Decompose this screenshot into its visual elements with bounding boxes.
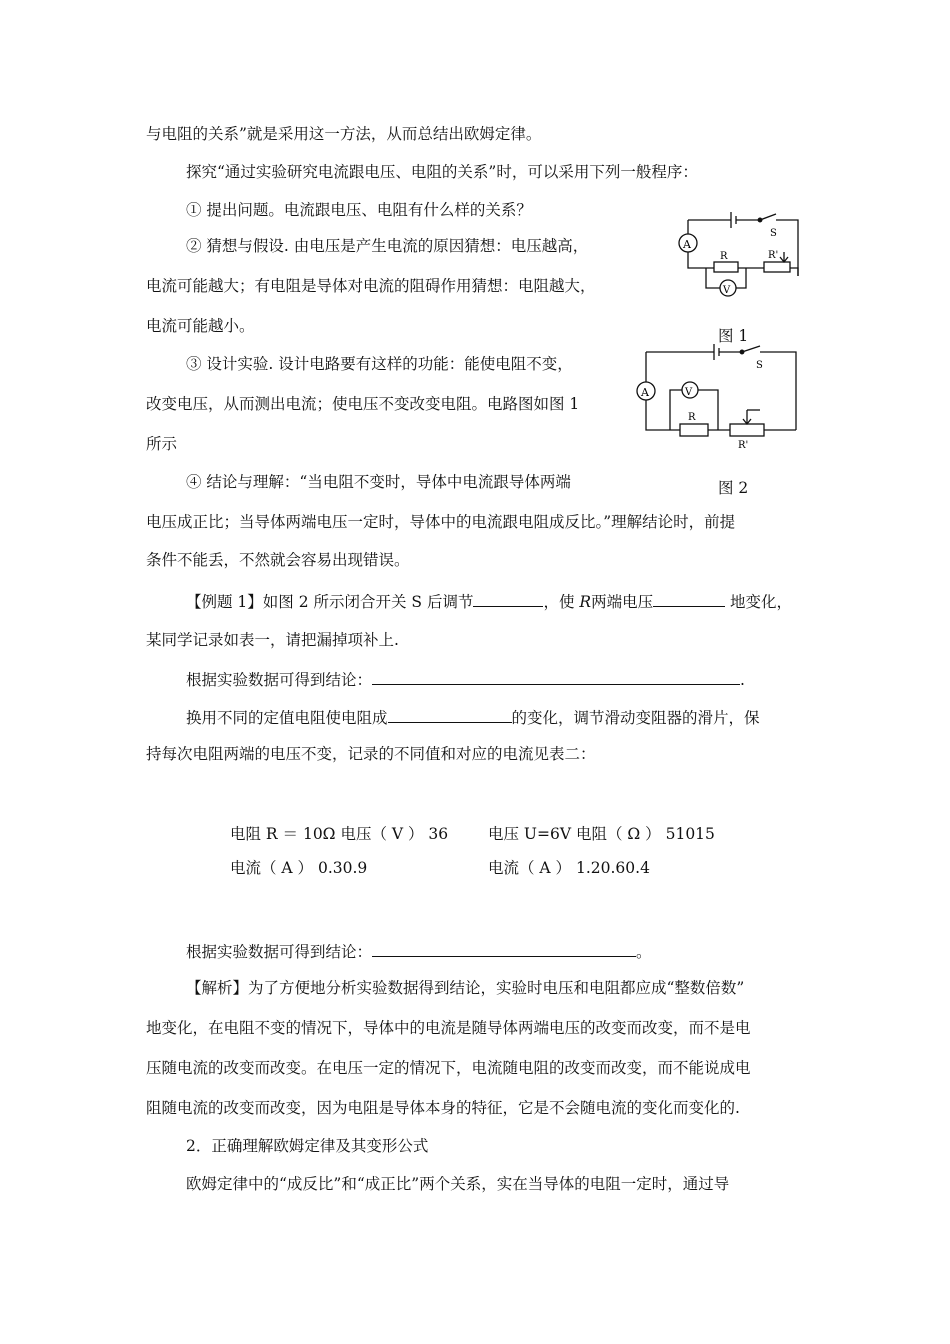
analysis-line-2: 地变化，在电阻不变的情况下，导体中的电流是随导体两端电压的改变而改变，而不是电 — [146, 1019, 751, 1037]
text-line-3: ① 提出问题。电流跟电压、电阻有什么样的关系？ — [186, 201, 532, 219]
conclusion-line-2 — [186, 940, 652, 962]
text-line-10: ④ 结论与理解：“当电阻不变时，导体中电流跟导体两端 — [186, 473, 571, 491]
section-heading: 2．正确理解欧姆定律及其变形公式 — [186, 1137, 429, 1155]
text-line-6: 电流可能越小。 — [146, 317, 255, 335]
figure-1-caption: 图 1 — [718, 327, 749, 345]
example-suffix: 地变化， — [725, 593, 793, 611]
table2-row2: 电流（ A ） 1.20.60.4 — [488, 859, 650, 877]
text-line-2: 探究“通过实验研究电流跟电压、电阻的关系”时，可以采用下列一般程序： — [186, 163, 698, 181]
change-text-1: 换用不同的定值电阻使电阻成 — [186, 709, 388, 727]
answer-blank-3[interactable] — [372, 668, 740, 685]
text-line-12: 条件不能丢，不然就会容易出现错误。 — [146, 551, 410, 569]
change-line-2: 持每次电阻两端的电压不变，记录的不同值和对应的电流见表二： — [146, 745, 596, 763]
figure-2-caption: 图 2 — [718, 479, 749, 497]
text-line-11: 电压成正比；当导体两端电压一定时，导体中的电流跟电阻成反比。”理解结论时，前提 — [146, 513, 736, 531]
conclusion-end-1: . — [740, 671, 745, 689]
text-line-9: 所示 — [146, 435, 178, 453]
fig1-voltmeter-label: V — [723, 285, 731, 296]
example-voltage: 两端电压 — [591, 593, 654, 611]
circuit-figure-2 — [630, 340, 800, 452]
section-text: 欧姆定律中的“成反比”和“成正比”两个关系，实在当导体的电阻一定时，通过导 — [186, 1175, 730, 1193]
circuit-figure-1 — [676, 206, 802, 302]
fig1-resistor-label: R — [720, 251, 728, 262]
table1-row1: 电阻 R ＝ 10Ω 电压（ V ） 36 — [230, 825, 449, 843]
example-prefix: 【例题 1】如图 2 所示闭合开关 S 后调节 — [186, 593, 474, 611]
fig2-resistor-label: R — [688, 412, 696, 423]
example-line-2: 某同学记录如表一，请把漏掉项补上. — [146, 631, 399, 649]
text-line-8: 改变电压，从而测出电流；使电压不变改变电阻。电路图如图 1 — [146, 395, 580, 413]
conclusion-label-1: 根据实验数据可得到结论： — [186, 671, 373, 689]
text-line-1: 与电阻的关系”就是采用这一方法，从而总结出欧姆定律。 — [146, 125, 542, 143]
analysis-line-4: 阻随电流的改变而改变，因为电阻是导体本身的特征，它是不会随电流的变化而变化的. — [146, 1099, 740, 1117]
fig2-ammeter-label: A — [641, 386, 649, 399]
table1-row2: 电流（ A ） 0.30.9 — [230, 859, 368, 877]
fig2-switch-label: S — [756, 360, 763, 371]
answer-blank-1[interactable] — [473, 590, 543, 607]
text-line-7: ③ 设计实验. 设计电路要有这样的功能：能使电阻不变， — [186, 355, 573, 373]
answer-blank-4[interactable] — [388, 706, 512, 723]
text-line-4: ② 猜想与假设. 由电压是产生电流的原因猜想：电压越高， — [186, 237, 589, 255]
conclusion-end-2: 。 — [636, 943, 652, 961]
fig2-rheostat-label: R' — [738, 440, 749, 451]
answer-blank-2[interactable] — [653, 590, 725, 607]
text-line-5: 电流可能越大；有电阻是导体对电流的阻碍作用猜想：电阻越大， — [146, 277, 596, 295]
fig1-switch-label: S — [770, 228, 777, 239]
resistor-symbol: R — [579, 593, 592, 611]
change-line-1 — [186, 706, 760, 728]
analysis-line-1: 【解析】为了方便地分析实验数据得到结论，实验时电压和电阻都应成“整数倍数” — [186, 979, 745, 997]
example-line-1 — [186, 590, 792, 612]
fig1-ammeter-label: A — [683, 238, 691, 251]
table2-row1: 电压 U=6V 电阻（ Ω ） 51015 — [488, 825, 715, 843]
change-text-2: 的变化，调节滑动变阻器的滑片，保 — [511, 709, 760, 727]
conclusion-line-1 — [186, 668, 745, 690]
analysis-line-3: 压随电流的改变而改变。在电压一定的情况下，电流随电阻的改变而改变，而不能说成电 — [146, 1059, 751, 1077]
answer-blank-5[interactable] — [372, 940, 636, 957]
fig1-rheostat-label: R' — [768, 250, 779, 261]
example-mid: ，使 — [543, 593, 580, 611]
conclusion-label-2: 根据实验数据可得到结论： — [186, 943, 373, 961]
fig2-voltmeter-label: V — [685, 387, 693, 398]
